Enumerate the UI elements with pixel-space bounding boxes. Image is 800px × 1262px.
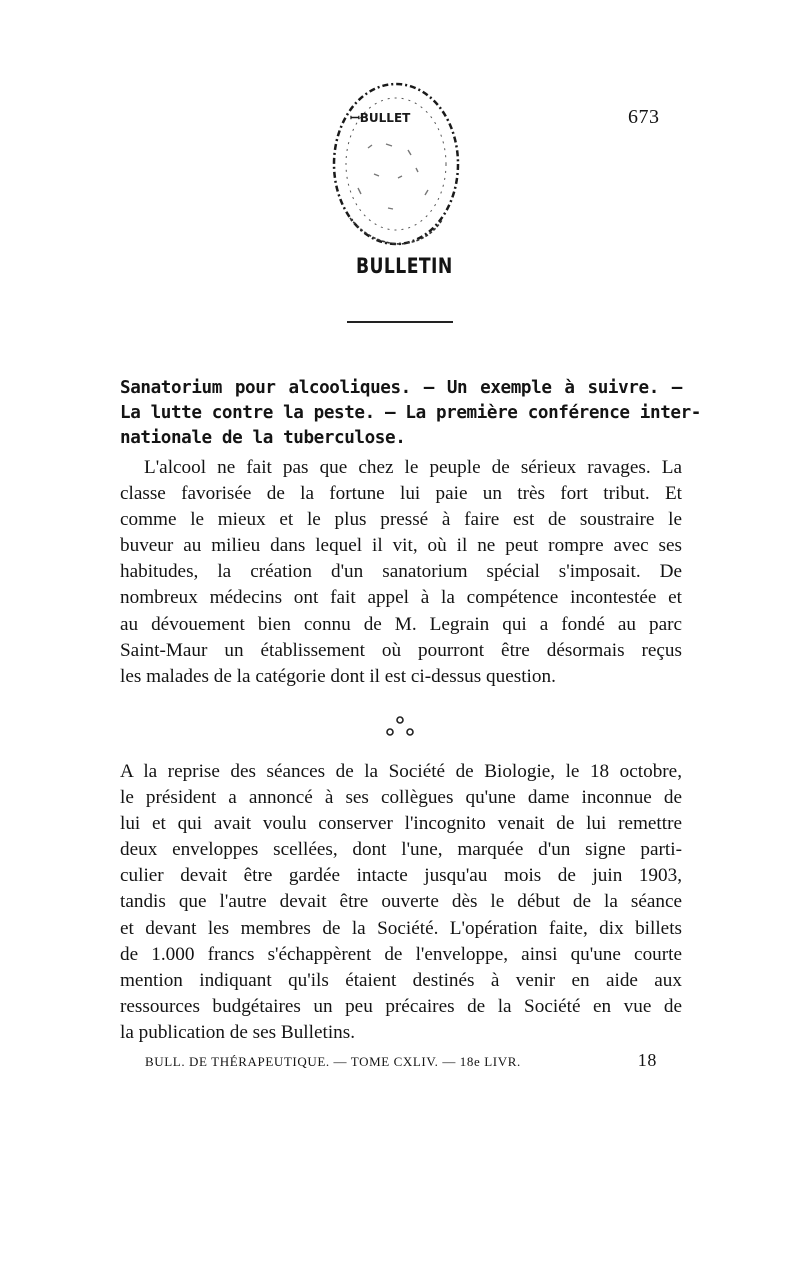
summary-line: nationale de la tuberculose. [120, 428, 406, 448]
stamp-label: BULLETIN [356, 254, 453, 278]
text-line: mention indiquant qu'ils étaient destinés à venir en aide aux [120, 969, 682, 991]
text-line: le président a annoncé à ses collègues qu'une dame inconnue de [120, 787, 682, 809]
text-line: buveur au milieu dans lequel il vit, où il ne peut rompre avec ses [120, 535, 682, 557]
text-line: de 1.000 francs s'échappèrent de l'enveloppe, ainsi qu'une courte [120, 943, 682, 965]
text-line: ressources budgétaires un peu précaires de la Société en vue de [120, 995, 682, 1017]
paragraph-societe-biologie [120, 759, 682, 1046]
text-line: les malades de la catégorie dont il est ci-dessus question. [120, 665, 556, 687]
paragraph-alcohol-sanatorium [120, 455, 682, 690]
signature-mark: 18 [637, 1050, 657, 1070]
summary-line: La lutte contre la peste. — La première conférence inter- [120, 403, 701, 423]
text-line: A la reprise des séances de la Société de Biologie, le 18 octobre, [120, 761, 682, 782]
text-line: tandis que l'autre devait être ouverte dès le début de la séance [120, 891, 682, 913]
page-number: 673 [628, 106, 660, 128]
text-line: nombreux médecins ont fait appel à la compétence incontestée et [120, 587, 682, 609]
article-summary [120, 376, 701, 451]
text-line: culier devait être gardée intacte jusqu'au mois de juin 1903, [120, 865, 682, 887]
footer-reference: BULL. DE THÉRAPEUTIQUE. — TOME CXLIV. — 18e LIVR. [145, 1054, 521, 1069]
svg-text:ꟷBULLET: ꟷBULLET [350, 111, 411, 125]
text-line: deux enveloppes scellées, dont l'une, marquée d'un signe parti- [120, 839, 682, 861]
text-line: habitudes, la création d'un sanatorium spécial s'imposait. De [120, 561, 682, 583]
text-line: et devant les membres de la Société. L'opération faite, dix billets [120, 917, 682, 939]
text-line: Saint-Maur un établissement où pourront être désormais reçus [120, 639, 682, 661]
stamp-oval-icon [328, 78, 468, 278]
section-divider [347, 321, 453, 323]
text-line: la publication de ses Bulletins. [120, 1021, 356, 1043]
text-line: L'alcool ne fait pas que chez le peuple de sérieux ravages. La [144, 457, 682, 478]
asterism-icon [378, 712, 422, 742]
text-line: lui et qui avait voulu conserver l'incognito venait de lui remettre [120, 813, 682, 835]
text-line: au dévouement bien connu de M. Legrain qui a fondé au parc [120, 613, 682, 635]
summary-line: Sanatorium pour alcooliques. — Un exemple à suivre. — [120, 378, 682, 398]
text-line: comme le mieux et le plus pressé à faire est de soustraire le [120, 509, 682, 531]
library-stamp [328, 78, 468, 278]
text-line: classe favorisée de la fortune lui paie un très fort tribut. Et [120, 483, 682, 505]
